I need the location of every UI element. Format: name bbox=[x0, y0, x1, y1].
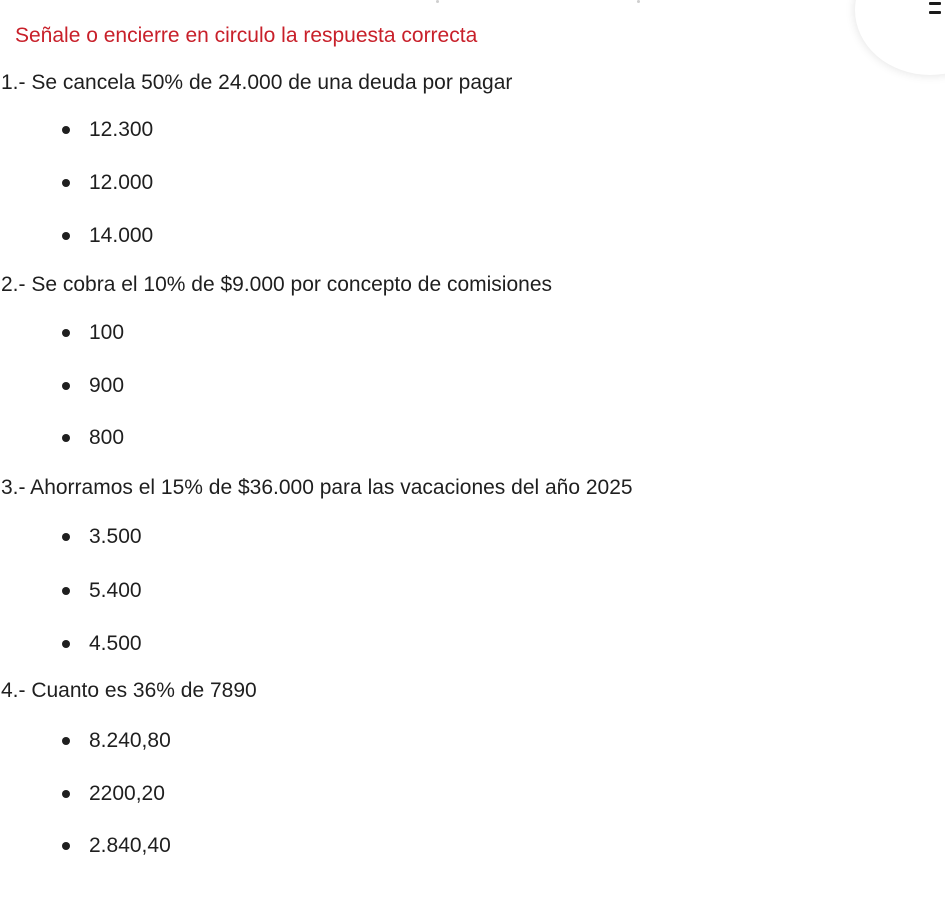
question-4: 4.- Cuanto es 36% de 7890 bbox=[1, 679, 257, 702]
option-text: 900 bbox=[89, 374, 125, 397]
question-2-option-3[interactable] bbox=[62, 425, 124, 451]
question-1: 1.- Se cancela 50% de 24.000 de una deuda por pagar bbox=[1, 71, 513, 94]
question-3-option-2[interactable] bbox=[62, 578, 142, 604]
question-1-option-3[interactable] bbox=[62, 223, 153, 249]
option-text: 2.840,40 bbox=[89, 834, 171, 857]
question-2-option-1[interactable] bbox=[62, 320, 124, 346]
bullet-icon bbox=[62, 179, 70, 187]
option-text: 8.240,80 bbox=[89, 729, 171, 752]
bullet-icon bbox=[62, 329, 70, 337]
question-1-option-1[interactable] bbox=[62, 117, 153, 143]
option-text: 12.300 bbox=[89, 118, 154, 141]
option-text: 800 bbox=[89, 426, 125, 449]
bullet-icon bbox=[62, 232, 70, 240]
question-1-option-2[interactable] bbox=[62, 170, 153, 196]
bullet-icon bbox=[62, 842, 70, 850]
option-text: 14.000 bbox=[89, 224, 154, 247]
bullet-icon bbox=[62, 533, 70, 541]
question-2: 2.- Se cobra el 10% de $9.000 por concepto de comisiones bbox=[1, 273, 553, 296]
instruction-text: Señale o encierre en circulo la respuesta correcta bbox=[15, 24, 478, 47]
top-edge-dots bbox=[0, 0, 945, 4]
bullet-icon bbox=[62, 737, 70, 745]
menu-icon[interactable] bbox=[929, 2, 941, 16]
bullet-icon bbox=[62, 126, 70, 134]
bullet-icon bbox=[62, 434, 70, 442]
option-text: 12.000 bbox=[89, 171, 154, 194]
bullet-icon bbox=[62, 790, 70, 798]
question-3-option-1[interactable] bbox=[62, 524, 142, 550]
option-text: 4.500 bbox=[89, 632, 142, 655]
question-4-option-3[interactable] bbox=[62, 833, 171, 859]
option-text: 100 bbox=[89, 321, 125, 344]
question-3-option-3[interactable] bbox=[62, 631, 142, 657]
bullet-icon bbox=[62, 382, 70, 390]
option-text: 3.500 bbox=[89, 525, 142, 548]
bullet-icon bbox=[62, 640, 70, 648]
question-4-option-2[interactable] bbox=[62, 781, 165, 807]
question-2-option-2[interactable] bbox=[62, 373, 124, 399]
question-4-option-1[interactable] bbox=[62, 728, 171, 754]
bullet-icon bbox=[62, 587, 70, 595]
option-text: 5.400 bbox=[89, 579, 142, 602]
option-text: 2200,20 bbox=[89, 782, 165, 805]
question-3: 3.- Ahorramos el 15% de $36.000 para las vacaciones del año 2025 bbox=[1, 476, 633, 499]
